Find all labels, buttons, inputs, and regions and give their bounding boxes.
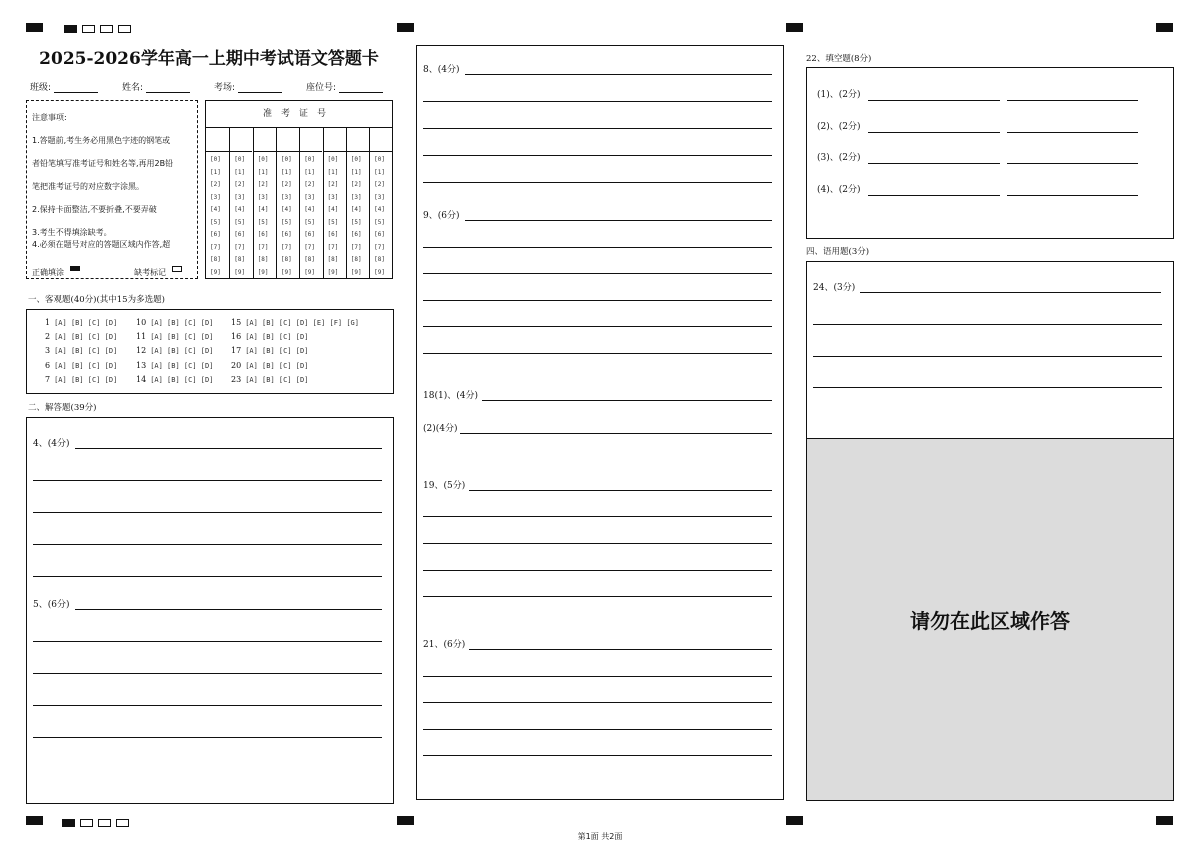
answer-line[interactable] <box>423 729 772 730</box>
answer-line[interactable] <box>868 163 1000 164</box>
objective-number: 1 <box>45 318 51 327</box>
exam-id-bubble[interactable]: [9] <box>234 268 246 276</box>
objective-number: 2 <box>45 332 51 342</box>
corner-mark <box>26 816 43 825</box>
page-code-square <box>116 819 129 827</box>
exam-id-bubble[interactable]: [7] <box>280 243 292 251</box>
exam-id-bubble[interactable]: [4] <box>374 206 385 213</box>
fill-item-4-label: (4)、(2分) <box>817 185 861 195</box>
exam-id-bubble[interactable]: [6] <box>304 231 316 238</box>
objective-item[interactable] <box>45 346 117 355</box>
answer-line[interactable] <box>33 512 382 513</box>
answer-line[interactable] <box>423 326 772 327</box>
answer-line[interactable] <box>469 490 772 491</box>
exam-id-bubble[interactable]: [9] <box>257 268 269 276</box>
exam-id-bubble[interactable]: [3] <box>304 193 316 201</box>
answer-line[interactable] <box>423 300 772 301</box>
exam-id-digit-cell[interactable] <box>347 128 369 152</box>
exam-id-bubble[interactable]: [5] <box>210 218 221 226</box>
exam-id-digit-cell[interactable] <box>277 128 299 152</box>
answer-line[interactable] <box>423 570 772 571</box>
objective-number: 11 <box>136 332 147 342</box>
exam-id-bubble[interactable]: [9] <box>304 268 316 276</box>
exam-id-bubble[interactable]: [6] <box>374 231 385 238</box>
exam-id-digit-cell[interactable] <box>300 128 322 152</box>
exam-id-digit-cell[interactable] <box>254 128 276 152</box>
exam-id-bubble[interactable]: [7] <box>374 243 385 251</box>
answer-line[interactable] <box>423 182 772 183</box>
fill-section-title: 22、填空题(8分) <box>806 54 872 64</box>
exam-id-bubble[interactable]: [0] <box>257 156 269 163</box>
exam-id-bubble[interactable]: [2] <box>374 181 385 188</box>
fill-item-2-label: (2)、(2分) <box>817 122 861 132</box>
exam-id-bubble[interactable]: [4] <box>234 206 246 213</box>
corner-mark <box>786 23 803 32</box>
answer-line[interactable] <box>1007 132 1138 133</box>
exam-id-bubble[interactable]: [1] <box>304 168 316 176</box>
name-label: 姓名: <box>122 83 144 93</box>
objective-options[interactable]: [A] [B] [C] [D] <box>245 375 309 384</box>
answer-line[interactable] <box>868 132 1000 133</box>
answer-line[interactable] <box>460 433 772 434</box>
page-title: 2025-2026学年高一上期中考试语文答题卡 <box>39 49 379 69</box>
fill-item-1-label: (1)、(2分) <box>817 90 861 100</box>
exam-id-bubble[interactable]: [4] <box>327 206 339 213</box>
answer-line[interactable] <box>860 292 1161 293</box>
exam-id-bubble[interactable]: [8] <box>210 256 221 263</box>
objective-options[interactable]: [A] [B] [C] [D] <box>245 333 309 342</box>
question-4-label: 4、(4分) <box>33 439 70 449</box>
objective-item[interactable] <box>231 375 308 384</box>
notice-item: 者铅笔填写准考证号和姓名等,再用2B铅 <box>32 159 174 168</box>
question-8-label: 8、(4分) <box>423 65 460 75</box>
page-footer: 第1面 共2面 <box>577 832 623 841</box>
seat-label: 座位号: <box>306 83 337 93</box>
exam-id-bubble[interactable]: [2] <box>280 181 292 188</box>
exam-id-column <box>323 128 346 278</box>
page-code-square <box>80 819 93 827</box>
exam-id-bubble[interactable]: [8] <box>374 256 385 263</box>
answer-line[interactable] <box>1007 100 1138 101</box>
exam-id-column <box>253 128 276 278</box>
exam-room-field[interactable] <box>214 80 282 93</box>
exam-id-bubble[interactable]: [1] <box>327 168 339 176</box>
class-field[interactable] <box>30 80 98 93</box>
objective-options[interactable]: [A] [B] [C] [D] <box>54 333 118 342</box>
exam-id-bubble[interactable]: [1] <box>234 168 246 176</box>
objective-number: 16 <box>231 332 242 342</box>
page-code-square <box>118 25 131 33</box>
exam-id-bubble[interactable]: [0] <box>304 156 316 163</box>
exam-id-bubble[interactable]: [1] <box>210 168 221 176</box>
answer-line[interactable] <box>423 273 772 274</box>
answer-box-middle <box>416 45 784 800</box>
question-9-label: 9、(6分) <box>423 211 460 221</box>
objective-section-title: 一、客观题(40分)(其中15为多选题) <box>28 295 165 305</box>
corner-mark <box>397 23 414 32</box>
answer-line[interactable] <box>33 737 382 738</box>
exam-id-bubble[interactable]: [5] <box>280 218 292 226</box>
exam-id-bubble[interactable]: [4] <box>280 206 292 213</box>
objective-options[interactable]: [A] [B] [C] [D] <box>150 375 214 384</box>
exam-id-column <box>346 128 369 278</box>
answer-section-title: 二、解答题(39分) <box>28 403 97 413</box>
exam-id-bubble[interactable]: [9] <box>350 268 362 276</box>
objective-number: 7 <box>45 374 51 384</box>
exam-id-bubble[interactable]: [2] <box>350 181 362 188</box>
objective-options[interactable]: [A] [B] [C] [D] <box>245 361 309 370</box>
question-18-1-label: 18(1)、(4分) <box>423 391 478 401</box>
objective-item[interactable] <box>231 332 308 341</box>
objective-box <box>26 309 394 394</box>
exam-id-bubble[interactable]: [6] <box>280 231 292 238</box>
objective-item[interactable] <box>136 375 213 384</box>
notice-heading: 注意事项: <box>32 113 67 122</box>
exam-id-bubble[interactable]: [6] <box>327 231 339 238</box>
exam-id-bubble[interactable]: [9] <box>210 268 221 276</box>
objective-number: 15 <box>231 318 242 327</box>
exam-id-bubble[interactable]: [8] <box>234 256 246 263</box>
answer-line[interactable] <box>423 353 772 354</box>
answer-line[interactable] <box>33 705 382 706</box>
exam-id-bubble[interactable]: [4] <box>257 206 269 213</box>
objective-options[interactable]: [A] [B] [C] [D] <box>54 375 118 384</box>
exam-id-title: 准考证号 <box>206 101 392 128</box>
objective-options[interactable]: [A] [B] [C] [D] <box>54 319 118 327</box>
usage-box <box>806 261 1174 439</box>
exam-id-bubble[interactable]: [0] <box>210 156 221 163</box>
answer-line[interactable] <box>423 543 772 544</box>
exam-id-bubble[interactable]: [9] <box>280 268 292 276</box>
corner-mark <box>1156 816 1173 825</box>
exam-room-label: 考场: <box>214 83 236 93</box>
objective-item[interactable] <box>136 361 213 370</box>
exam-id-bubble[interactable]: [9] <box>374 268 385 276</box>
answer-line[interactable] <box>423 128 772 129</box>
answer-box-left <box>26 417 394 804</box>
exam-id-digit-cell[interactable] <box>370 128 392 152</box>
exam-id-bubble[interactable]: [5] <box>234 218 246 226</box>
class-label: 班级: <box>30 83 52 93</box>
exam-id-bubble[interactable]: [5] <box>350 218 362 226</box>
answer-line[interactable] <box>423 702 772 703</box>
page-code-square <box>64 25 77 33</box>
exam-id-bubble[interactable]: [1] <box>374 168 385 176</box>
exam-id-bubble[interactable]: [7] <box>210 243 221 251</box>
fill-box <box>806 67 1174 239</box>
objective-item[interactable] <box>45 332 117 341</box>
objective-number: 6 <box>45 360 51 370</box>
exam-id-bubble[interactable]: [9] <box>327 268 339 276</box>
exam-id-bubble[interactable]: [3] <box>327 193 339 201</box>
exam-id-bubble[interactable]: [7] <box>257 243 269 251</box>
exam-id-column <box>229 128 252 278</box>
answer-line[interactable] <box>465 220 772 221</box>
objective-number: 20 <box>231 360 242 370</box>
exam-id-bubble[interactable]: [0] <box>350 156 362 163</box>
exam-id-bubble[interactable]: [4] <box>210 206 221 213</box>
exam-id-digit-cell[interactable] <box>324 128 346 152</box>
answer-line[interactable] <box>1007 163 1138 164</box>
exam-id-bubble[interactable]: [1] <box>257 168 269 176</box>
answer-line[interactable] <box>423 755 772 756</box>
answer-line[interactable] <box>1007 195 1138 196</box>
exam-id-bubble[interactable]: [8] <box>280 256 292 263</box>
name-field[interactable] <box>122 80 190 93</box>
objective-item[interactable] <box>45 318 117 327</box>
objective-item[interactable] <box>136 346 213 355</box>
exam-id-grid <box>205 100 393 279</box>
notice-item: 3.考生不得填涂缺考。 <box>32 228 112 237</box>
answer-line[interactable] <box>33 544 382 545</box>
corner-mark <box>397 816 414 825</box>
exam-id-bubble[interactable]: [4] <box>304 206 316 213</box>
answer-line[interactable] <box>75 609 382 610</box>
exam-id-bubble[interactable]: [7] <box>350 243 362 251</box>
exam-id-bubble[interactable]: [3] <box>350 193 362 201</box>
exam-id-bubble[interactable]: [2] <box>327 181 339 188</box>
exam-id-bubble[interactable]: [3] <box>234 193 246 201</box>
answer-line[interactable] <box>868 100 1000 101</box>
exam-id-bubble[interactable]: [0] <box>234 156 246 163</box>
question-24-label: 24、(3分) <box>813 283 856 293</box>
answer-line[interactable] <box>813 324 1162 325</box>
exam-id-bubble[interactable]: [4] <box>350 206 362 213</box>
exam-id-bubble[interactable]: [8] <box>257 256 269 263</box>
exam-id-bubble[interactable]: [6] <box>234 231 246 238</box>
objective-number: 3 <box>45 346 51 356</box>
objective-item[interactable] <box>45 361 117 370</box>
page-code-square <box>100 25 113 33</box>
answer-line[interactable] <box>33 480 382 481</box>
objective-options[interactable]: [A] [B] [C] [D] <box>54 347 118 356</box>
page-code-square <box>62 819 75 827</box>
exam-id-bubble[interactable]: [5] <box>374 218 385 226</box>
objective-options[interactable]: [A] [B] [C] [D] <box>150 319 214 327</box>
objective-item[interactable] <box>45 375 117 384</box>
exam-id-bubble[interactable]: [1] <box>350 168 362 176</box>
page-code-square <box>82 25 95 33</box>
answer-line[interactable] <box>423 155 772 156</box>
answer-line[interactable] <box>423 516 772 517</box>
answer-line[interactable] <box>33 673 382 674</box>
answer-line[interactable] <box>868 195 1000 196</box>
exam-id-column <box>369 128 392 278</box>
seat-field[interactable] <box>306 80 383 93</box>
exam-id-bubble[interactable]: [7] <box>327 243 339 251</box>
no-answer-zone <box>806 438 1174 801</box>
exam-id-digit-cell[interactable] <box>230 128 252 152</box>
objective-item[interactable] <box>136 332 213 341</box>
objective-number: 23 <box>231 374 242 384</box>
answer-line[interactable] <box>465 74 772 75</box>
notice-item: 笔把准考证号的对应数字涂黑。 <box>32 182 144 191</box>
answer-line[interactable] <box>33 576 382 577</box>
exam-id-bubble[interactable]: [5] <box>304 218 316 226</box>
corner-mark <box>26 23 43 32</box>
objective-number: 14 <box>136 374 147 384</box>
correct-fill-sample <box>70 266 80 271</box>
answer-line[interactable] <box>75 448 382 449</box>
objective-item[interactable] <box>136 318 213 327</box>
question-5-label: 5、(6分) <box>33 600 70 610</box>
question-19-label: 19、(5分) <box>423 481 466 491</box>
objective-item[interactable] <box>231 318 359 327</box>
exam-id-bubble[interactable]: [6] <box>350 231 362 238</box>
usage-section-title: 四、语用题(3分) <box>806 247 870 257</box>
exam-id-bubble[interactable]: [6] <box>210 231 221 238</box>
objective-number: 10 <box>136 318 147 327</box>
answer-line[interactable] <box>482 400 772 401</box>
exam-id-bubble[interactable]: [2] <box>257 181 269 188</box>
notice-item: 2.保持卡面整洁,不要折叠,不要弄破 <box>32 205 157 214</box>
exam-id-column <box>299 128 322 278</box>
answer-line[interactable] <box>33 641 382 642</box>
page-code-square <box>98 819 111 827</box>
correct-fill-label: 正确填涂 <box>32 268 64 277</box>
notice-item: 4.必须在题号对应的答题区域内作答,超 <box>32 240 171 249</box>
exam-id-bubble[interactable]: [8] <box>304 256 316 263</box>
exam-id-bubble[interactable]: [3] <box>257 193 269 201</box>
exam-id-column <box>206 128 229 278</box>
question-21-label: 21、(6分) <box>423 640 466 650</box>
exam-id-bubble[interactable]: [8] <box>350 256 362 263</box>
objective-number: 12 <box>136 346 147 356</box>
objective-number: 13 <box>136 360 147 370</box>
question-18-2-label: (2)(4分) <box>423 424 458 434</box>
no-answer-zone-text: 请勿在此区域作答 <box>910 609 1070 633</box>
exam-id-bubble[interactable]: [2] <box>210 181 221 188</box>
objective-number: 17 <box>231 346 242 356</box>
objective-options[interactable]: [A] [B] [C] [D] <box>150 361 214 370</box>
exam-id-bubble[interactable]: [3] <box>374 193 385 201</box>
objective-options[interactable]: [A] [B] [C] [D] <box>150 347 214 356</box>
corner-mark <box>1156 23 1173 32</box>
exam-id-bubble[interactable]: [7] <box>234 243 246 251</box>
exam-id-bubble[interactable]: [2] <box>304 181 316 188</box>
objective-item[interactable] <box>231 361 308 370</box>
answer-line[interactable] <box>423 247 772 248</box>
exam-id-bubble[interactable]: [3] <box>280 193 292 201</box>
objective-options[interactable]: [A] [B] [C] [D] <box>245 347 309 356</box>
exam-id-bubble[interactable]: [0] <box>327 156 339 163</box>
exam-id-bubble[interactable]: [7] <box>304 243 316 251</box>
notice-item: 1.答题前,考生务必用黑色字迹的钢笔或 <box>32 136 171 145</box>
objective-options[interactable]: [A] [B] [C] [D] <box>54 361 118 370</box>
exam-id-bubble[interactable]: [3] <box>210 193 221 201</box>
absent-mark-label: 缺考标记 <box>134 268 167 277</box>
answer-line[interactable] <box>423 596 772 597</box>
exam-id-bubble[interactable]: [2] <box>234 181 246 188</box>
objective-options[interactable]: [A] [B] [C] [D] [E] [F] [G] <box>245 319 359 327</box>
exam-id-bubble[interactable]: [0] <box>280 156 292 163</box>
exam-id-bubble[interactable]: [5] <box>257 218 269 226</box>
exam-id-bubble[interactable]: [0] <box>374 156 385 163</box>
exam-id-bubble[interactable]: [6] <box>257 231 269 238</box>
answer-line[interactable] <box>423 101 772 102</box>
answer-line[interactable] <box>813 387 1162 388</box>
answer-line[interactable] <box>423 676 772 677</box>
exam-id-digit-cell[interactable] <box>206 128 229 152</box>
objective-options[interactable]: [A] [B] [C] [D] <box>150 333 214 342</box>
exam-id-bubble[interactable]: [5] <box>327 218 339 226</box>
absent-mark-box[interactable] <box>172 266 182 272</box>
answer-line[interactable] <box>813 356 1162 357</box>
exam-id-bubble[interactable]: [1] <box>280 168 292 176</box>
exam-id-column <box>276 128 299 278</box>
notice-box <box>26 100 198 279</box>
fill-item-3-label: (3)、(2分) <box>817 153 861 163</box>
corner-mark <box>786 816 803 825</box>
answer-line[interactable] <box>469 649 772 650</box>
exam-id-bubble[interactable]: [8] <box>327 256 339 263</box>
objective-item[interactable] <box>231 346 308 355</box>
